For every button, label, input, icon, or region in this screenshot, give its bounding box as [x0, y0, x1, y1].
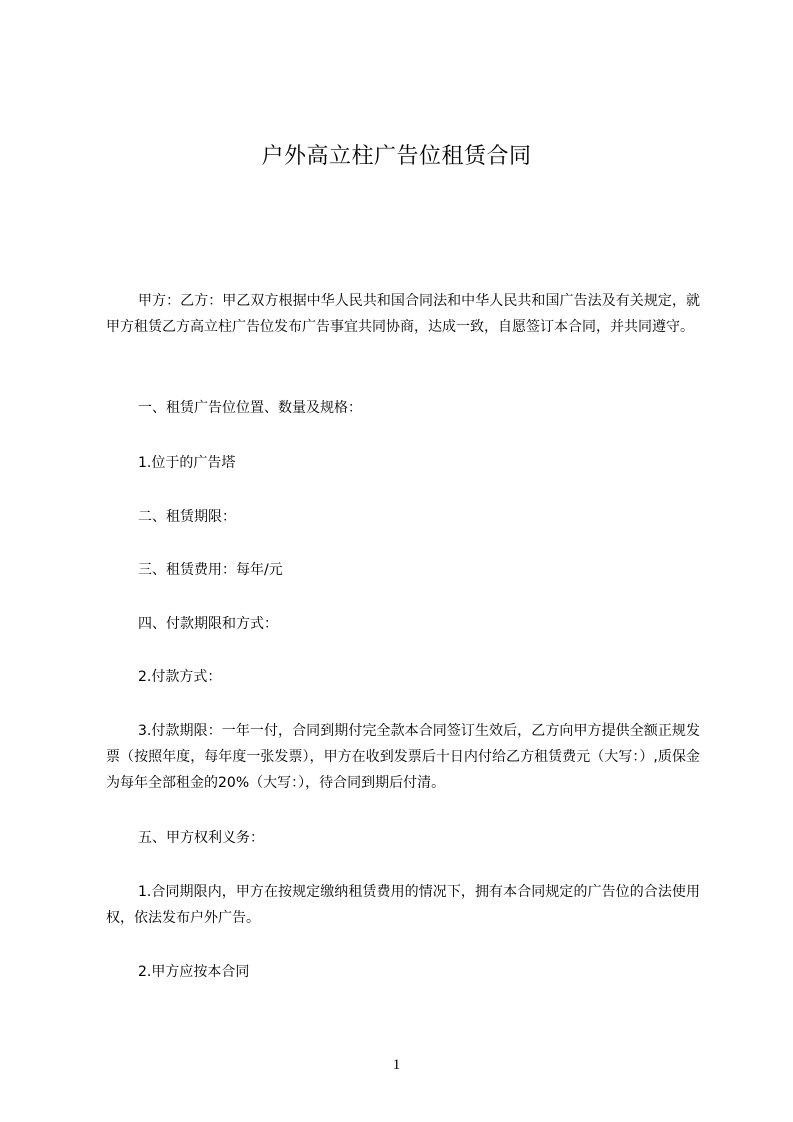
paragraph-preamble: 甲方：乙方：甲乙双方根据中华人民共和国合同法和中华人民共和国广告法及有关规定，就甲方租赁乙方高立柱广告位发布广告事宜共同协商，达成一致，自愿签订本合同，并共同遵守。	[106, 293, 700, 335]
section-heading-fee: 三、租赁费用：每年/元	[138, 562, 283, 578]
section-heading-location: 一、租赁广告位位置、数量及规格：	[138, 400, 362, 416]
paragraph-item-payment-method: 2.付款方式：	[138, 669, 222, 685]
section-heading-party-a-rights: 五、甲方权利义务：	[138, 830, 264, 846]
section-heading-payment: 四、付款期限和方式：	[138, 616, 278, 632]
section-heading-term: 二、租赁期限：	[138, 509, 236, 525]
document-title: 户外高立柱广告位租赁合同	[261, 144, 532, 169]
page-number: 1	[392, 1057, 401, 1073]
paragraph-item-party-a-use-right: 1.合同期限内，甲方在按规定缴纳租赁费用的情况下，拥有本合同规定的广告位的合法使用权，依法发布户外广告。	[106, 884, 700, 926]
paragraph-item-party-a-obligation: 2.甲方应按本合同	[138, 964, 250, 980]
paragraph-item-payment-term: 3.付款期限：一年一付，合同到期付完全款本合同签订生效后，乙方向甲方提供全额正规发票（按照年度，每年度一张发票），甲方在收到发票后十日内付给乙方租赁费元（大写：）,质保金为每年全部租金的20%（大写：），待合同到期后付清。	[106, 723, 700, 791]
paragraph-item-location: 1.位于的广告塔	[138, 455, 236, 471]
